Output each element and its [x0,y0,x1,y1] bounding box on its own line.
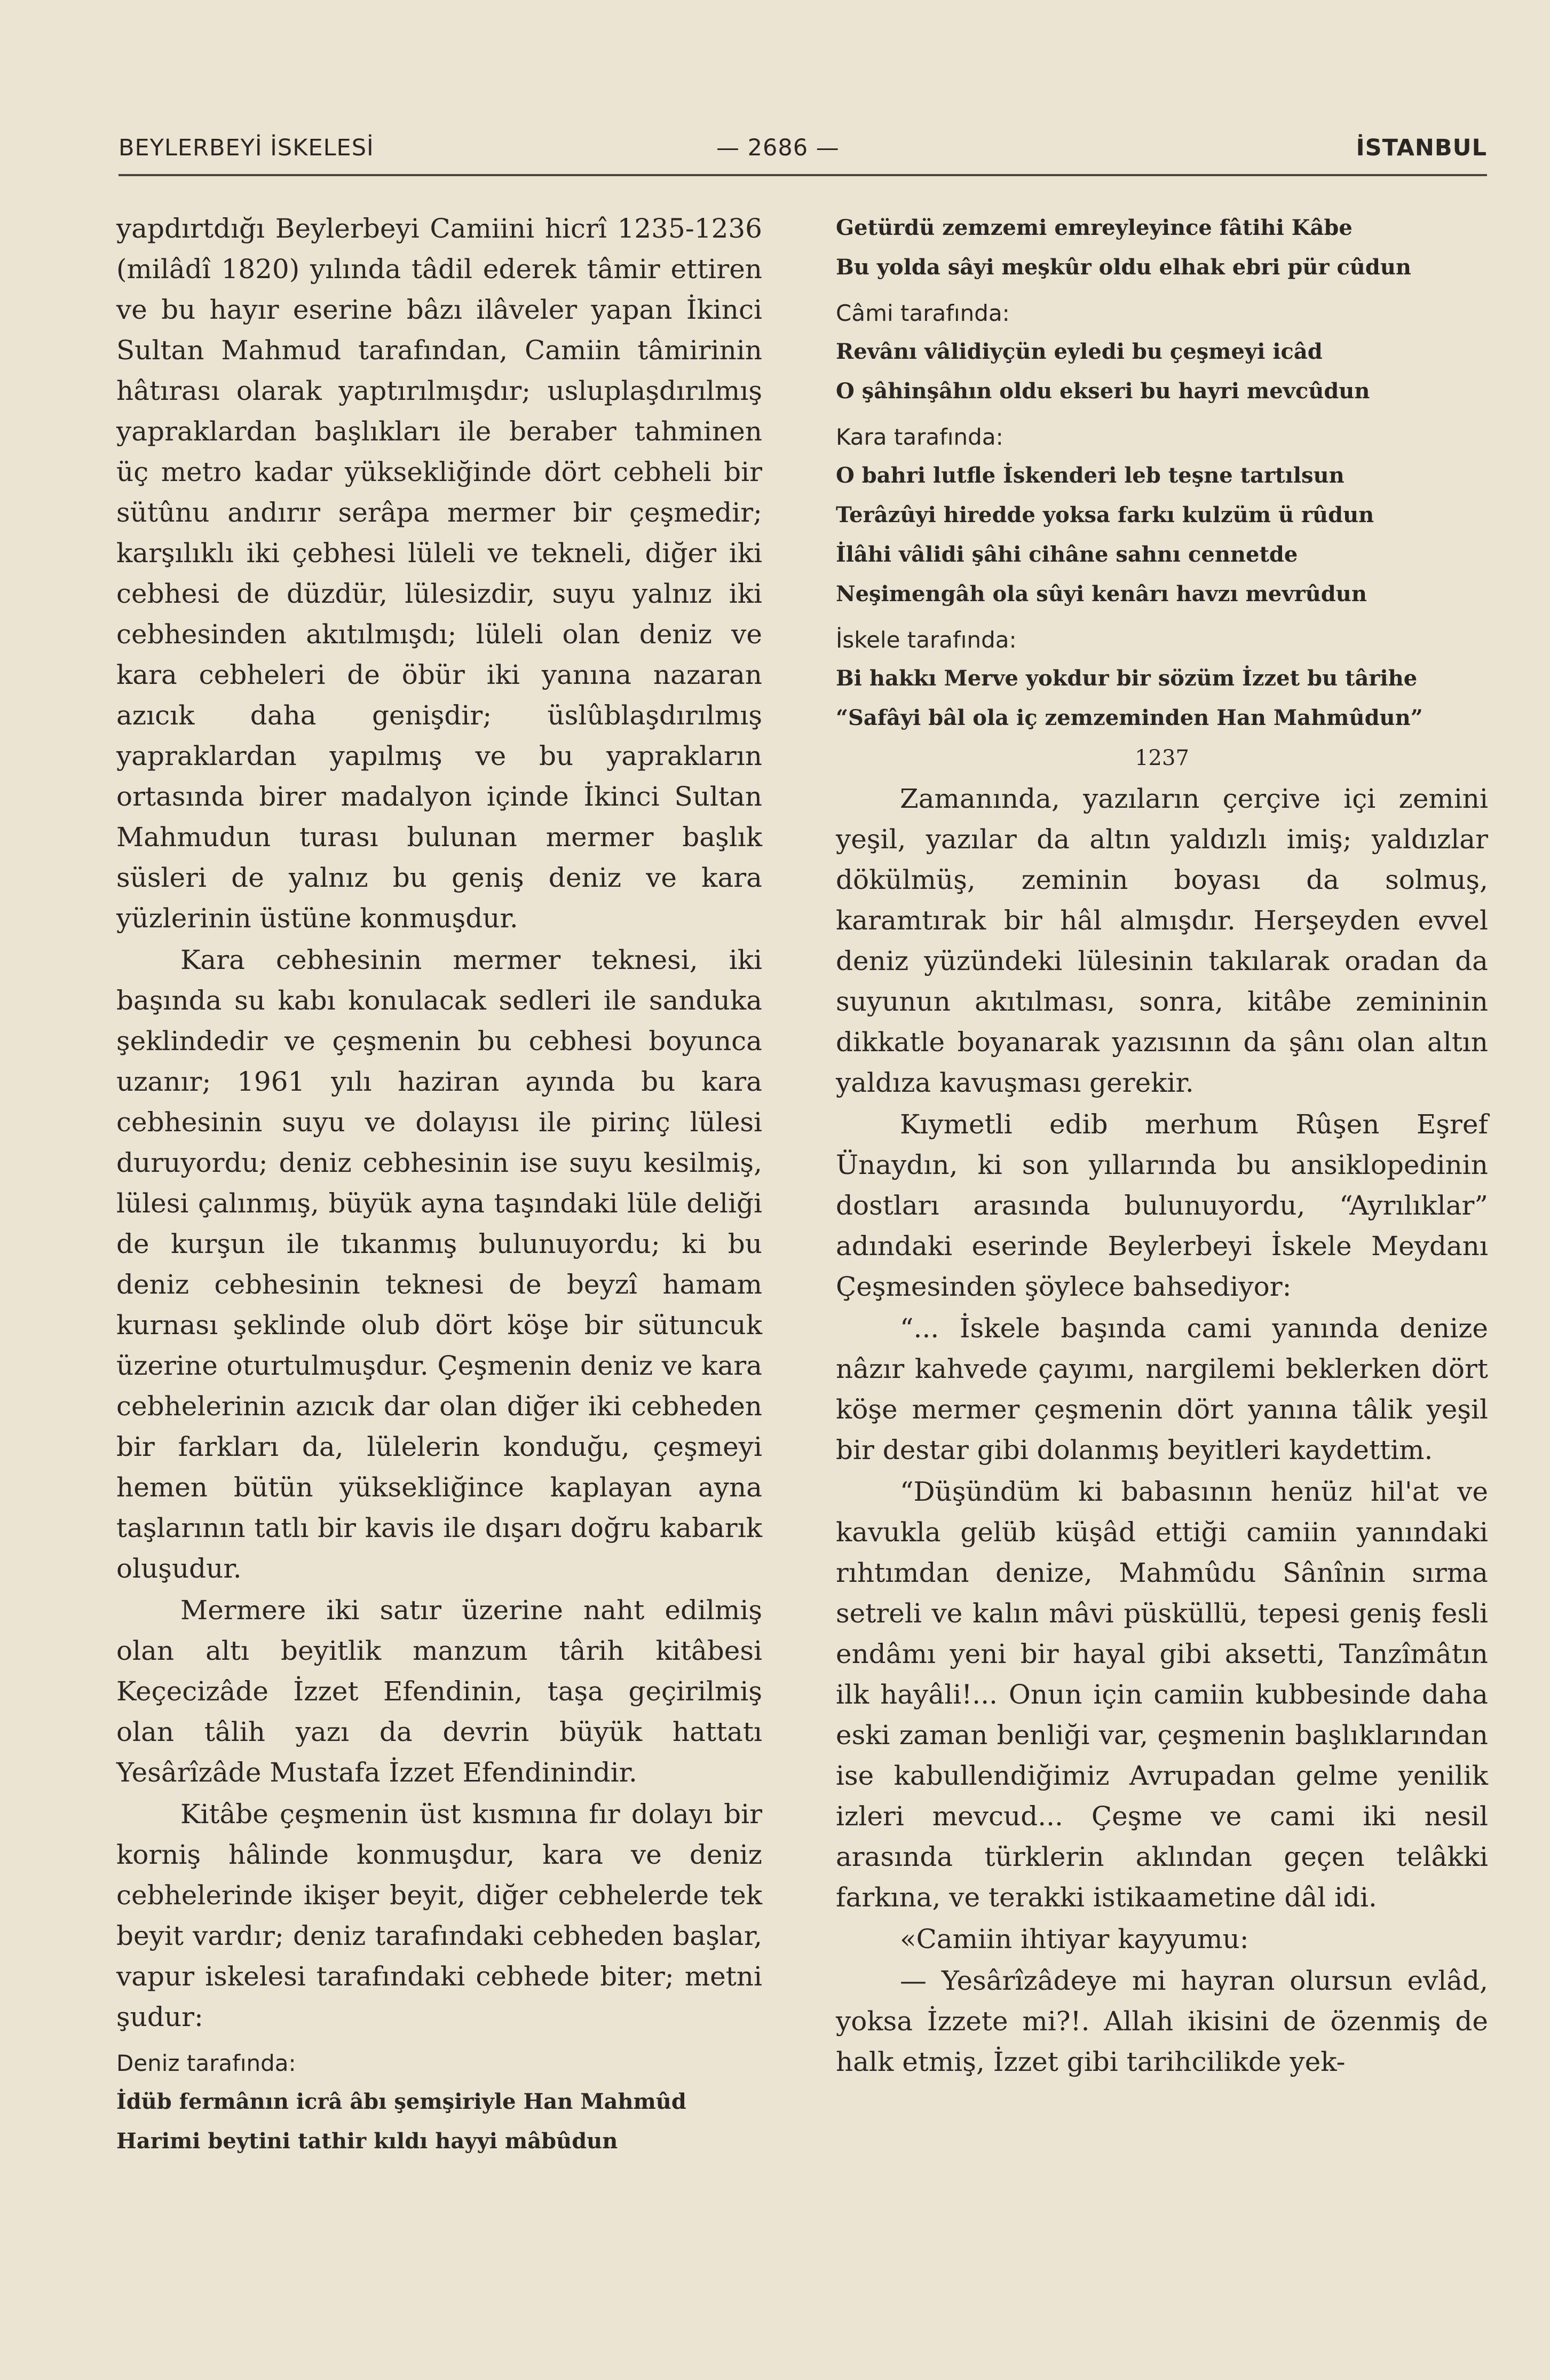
paragraph-8: “Düşündüm ki babasının henüz hil'at ve kavukla gelüb küşâd ettiği camiin yanındaki rıhtımdan denize, Mahmûdu Sânînin sırma setreli ve kalın mâvi püsküllü, tepesi geniş fesli endâmı yeni bir hayal gibi aksetti, Tanzîmâtın ilk hayâli!... Onun için camiin kubbesinde daha eski zaman benliği var, çeşmenin başlıklarından ise kabullendiğimiz Avrupadan gelme yenilik izleri mevcud... Çeşme ve cami iki nesil arasında türklerin aklından geçen telâkki farkına, ve terakki istikaametine dâl idi. [836,1476,1488,1913]
verse-line: O şâhinşâhın oldu ekseri bu hayri mevcûdun [836,379,1370,404]
caption-sea-side: Deniz tarafında: [116,2050,296,2076]
verse-line: Neşimengâh ola sûyi kenârı havzı mevrûdun [836,581,1367,606]
paragraph-3: Mermere iki satır üzerine naht edilmiş olan altı beyitlik manzum târih kitâbesi Keçecizâde İzzet Efendinin, taşa geçirilmiş olan tâlih yazı da devrin büyük hattatı Yesârîzâde Mustafa İzzet Efendinindir. [116,1595,762,1788]
verse-line: Getürdü zemzemi emreyleyince fâtihi Kâbe [836,215,1353,240]
paragraph-7: “... İskele başında cami yanında denize nâzır kahvede çayımı, nargilemi beklerken dört köşe mermer çeşmenin dört yanına tâlik yeşil bir destar gibi dolanmış beyitleri kaydettim. [836,1313,1488,1465]
paragraph-6: Kıymetli edib merhum Rûşen Eşref Ünaydın, ki son yıllarında bu ansiklopedinin dostları arasında bulunuyordu, “Ayrılıklar” adındaki eserinde Beylerbeyi İskele Meydanı Çeşmesinden şöylece bahsediyor: [836,1109,1488,1302]
verse-line: O bahri lutfle İskenderi leb teşne tartılsun [836,463,1345,488]
caption-land-side: Kara tarafında: [836,424,1003,450]
left-column [116,208,762,2161]
verse-line: “Safâyi bâl ola iç zemzeminden Han Mahmûdun” [836,705,1423,730]
verse-line: İdüb fermânın icrâ âbı şemşiriyle Han Mahmûd [116,2089,686,2114]
header-rule [118,174,1487,176]
verse-line: Bi hakkı Merve yokdur bir sözüm İzzet bu târihe [836,666,1418,691]
paragraph-10: — Yesârîzâdeye mi hayran olursun evlâd, yoksa İzzete mi?!. Allah ikisini de özenmiş de halk etmiş, İzzet gibi tarihcilikde yek- [836,1965,1488,2077]
right-column [836,208,1488,2082]
caption-pier-side: İskele tarafında: [836,627,1017,653]
paragraph-1: yapdırtdığı Beylerbeyi Camiini hicrî 1235-1236 (milâdî 1820) yılında tâdil ederek tâmir ettiren ve bu hayır eserine bâzı ilâveler yapan İkinci Sultan Mahmud tarafından, Camiin tâmirinin hâtırası olarak yaptırılmışdır; usluplaşdırılmış yapraklardan başlıkları ile beraber tahminen üç metro kadar yüksekliğinde dört cebheli bir sütûnu andırır serâpa mermer bir çeşmedir; karşılıklı iki çebhesi lüleli ve tekneli, diğer iki cebhesi de düzdür, lülesizdir, suyu yalnız iki cebhesinden akıtılmışdı; lüleli olan deniz ve kara cebheleri de öbür iki yanına nazaran azıcık daha genişdir; üslûblaşdırılmış yapraklardan yapılmış ve bu yaprakların ortasında birer madalyon içinde İkinci Sultan Mahmudun turası bulunan mermer başlık süsleri de yalnız bu geniş deniz ve kara yüzlerinin üstüne konmuşdur. [116,213,762,934]
paragraph-2: Kara cebhesinin mermer teknesi, iki başında su kabı konulacak sedleri ile sanduka şeklindedir ve çeşmenin bu cebhesi boyunca uzanır; 1961 yılı haziran ayında bu kara cebhesinin suyu ve dolayısı ile pirinç lülesi duruyordu; deniz cebhesinin ise suyu kesilmiş, lülesi çalınmış, büyük ayna taşındaki lüle deliği de kurşun ile tıkanmış bulunuyordu; ki bu deniz cebhesinin teknesi de beyzî hamam kurnası şeklinde olub dört köşe bir sütuncuk üzerine oturtulmuşdur. Çeşmenin deniz ve kara cebhelerinin azıcık dar olan diğer iki cebheden bir farkları da, lülelerin konduğu, çeşmeyi hemen bütün yüksekliğince kaplayan ayna taşlarının tatlı bir kavis ile dışarı doğru kabarık oluşudur. [116,944,762,1584]
running-header [118,124,1487,175]
verse-line: Harimi beytini tathir kıldı hayyi mâbûdun [116,2129,618,2154]
page-number: — 2686 — [716,135,840,161]
verse-line: Terâzûyi hiredde yoksa farkı kulzüm ü rûdun [836,502,1374,527]
verse-line: İlâhi vâlidi şâhi cihâne sahnı cennetde [836,542,1298,567]
header-location: İSTANBUL [1356,135,1487,161]
header-entry-title: BEYLERBEYİ İSKELESİ [118,135,374,161]
caption-mosque-side: Câmi tarafında: [836,300,1010,326]
verse-line: Revânı vâlidiyçün eyledi bu çeşmeyi icâd [836,339,1323,364]
inscription-year: 1237 [1135,746,1189,770]
verse-line: Bu yolda sâyi meşkûr oldu elhak ebri pür cûdun [836,255,1412,280]
paragraph-5: Zamanında, yazıların çerçive içi zemini yeşil, yazılar da altın yaldızlı imiş; yaldızlar dökülmüş, zeminin boyası da solmuş, karamtırak bir hâl almışdır. Herşeyden evvel deniz yüzündeki lülesinin takılarak oradan da suyunun akıtılması, sonra, kitâbe zemininin dikkatle boyanarak yazısının da şânı olan altın yaldıza kavuşması gerekir. [836,783,1488,1098]
paragraph-9: «Camiin ihtiyar kayyumu: [900,1924,1249,1955]
paragraph-4: Kitâbe çeşmenin üst kısmına fır dolayı bir korniş hâlinde konmuşdur, kara ve deniz cebhelerinde ikişer beyit, diğer cebhelerde tek beyit vardır; deniz tarafındaki cebheden başlar, vapur iskelesi tarafındaki cebhede biter; metni şudur: [116,1799,762,2032]
